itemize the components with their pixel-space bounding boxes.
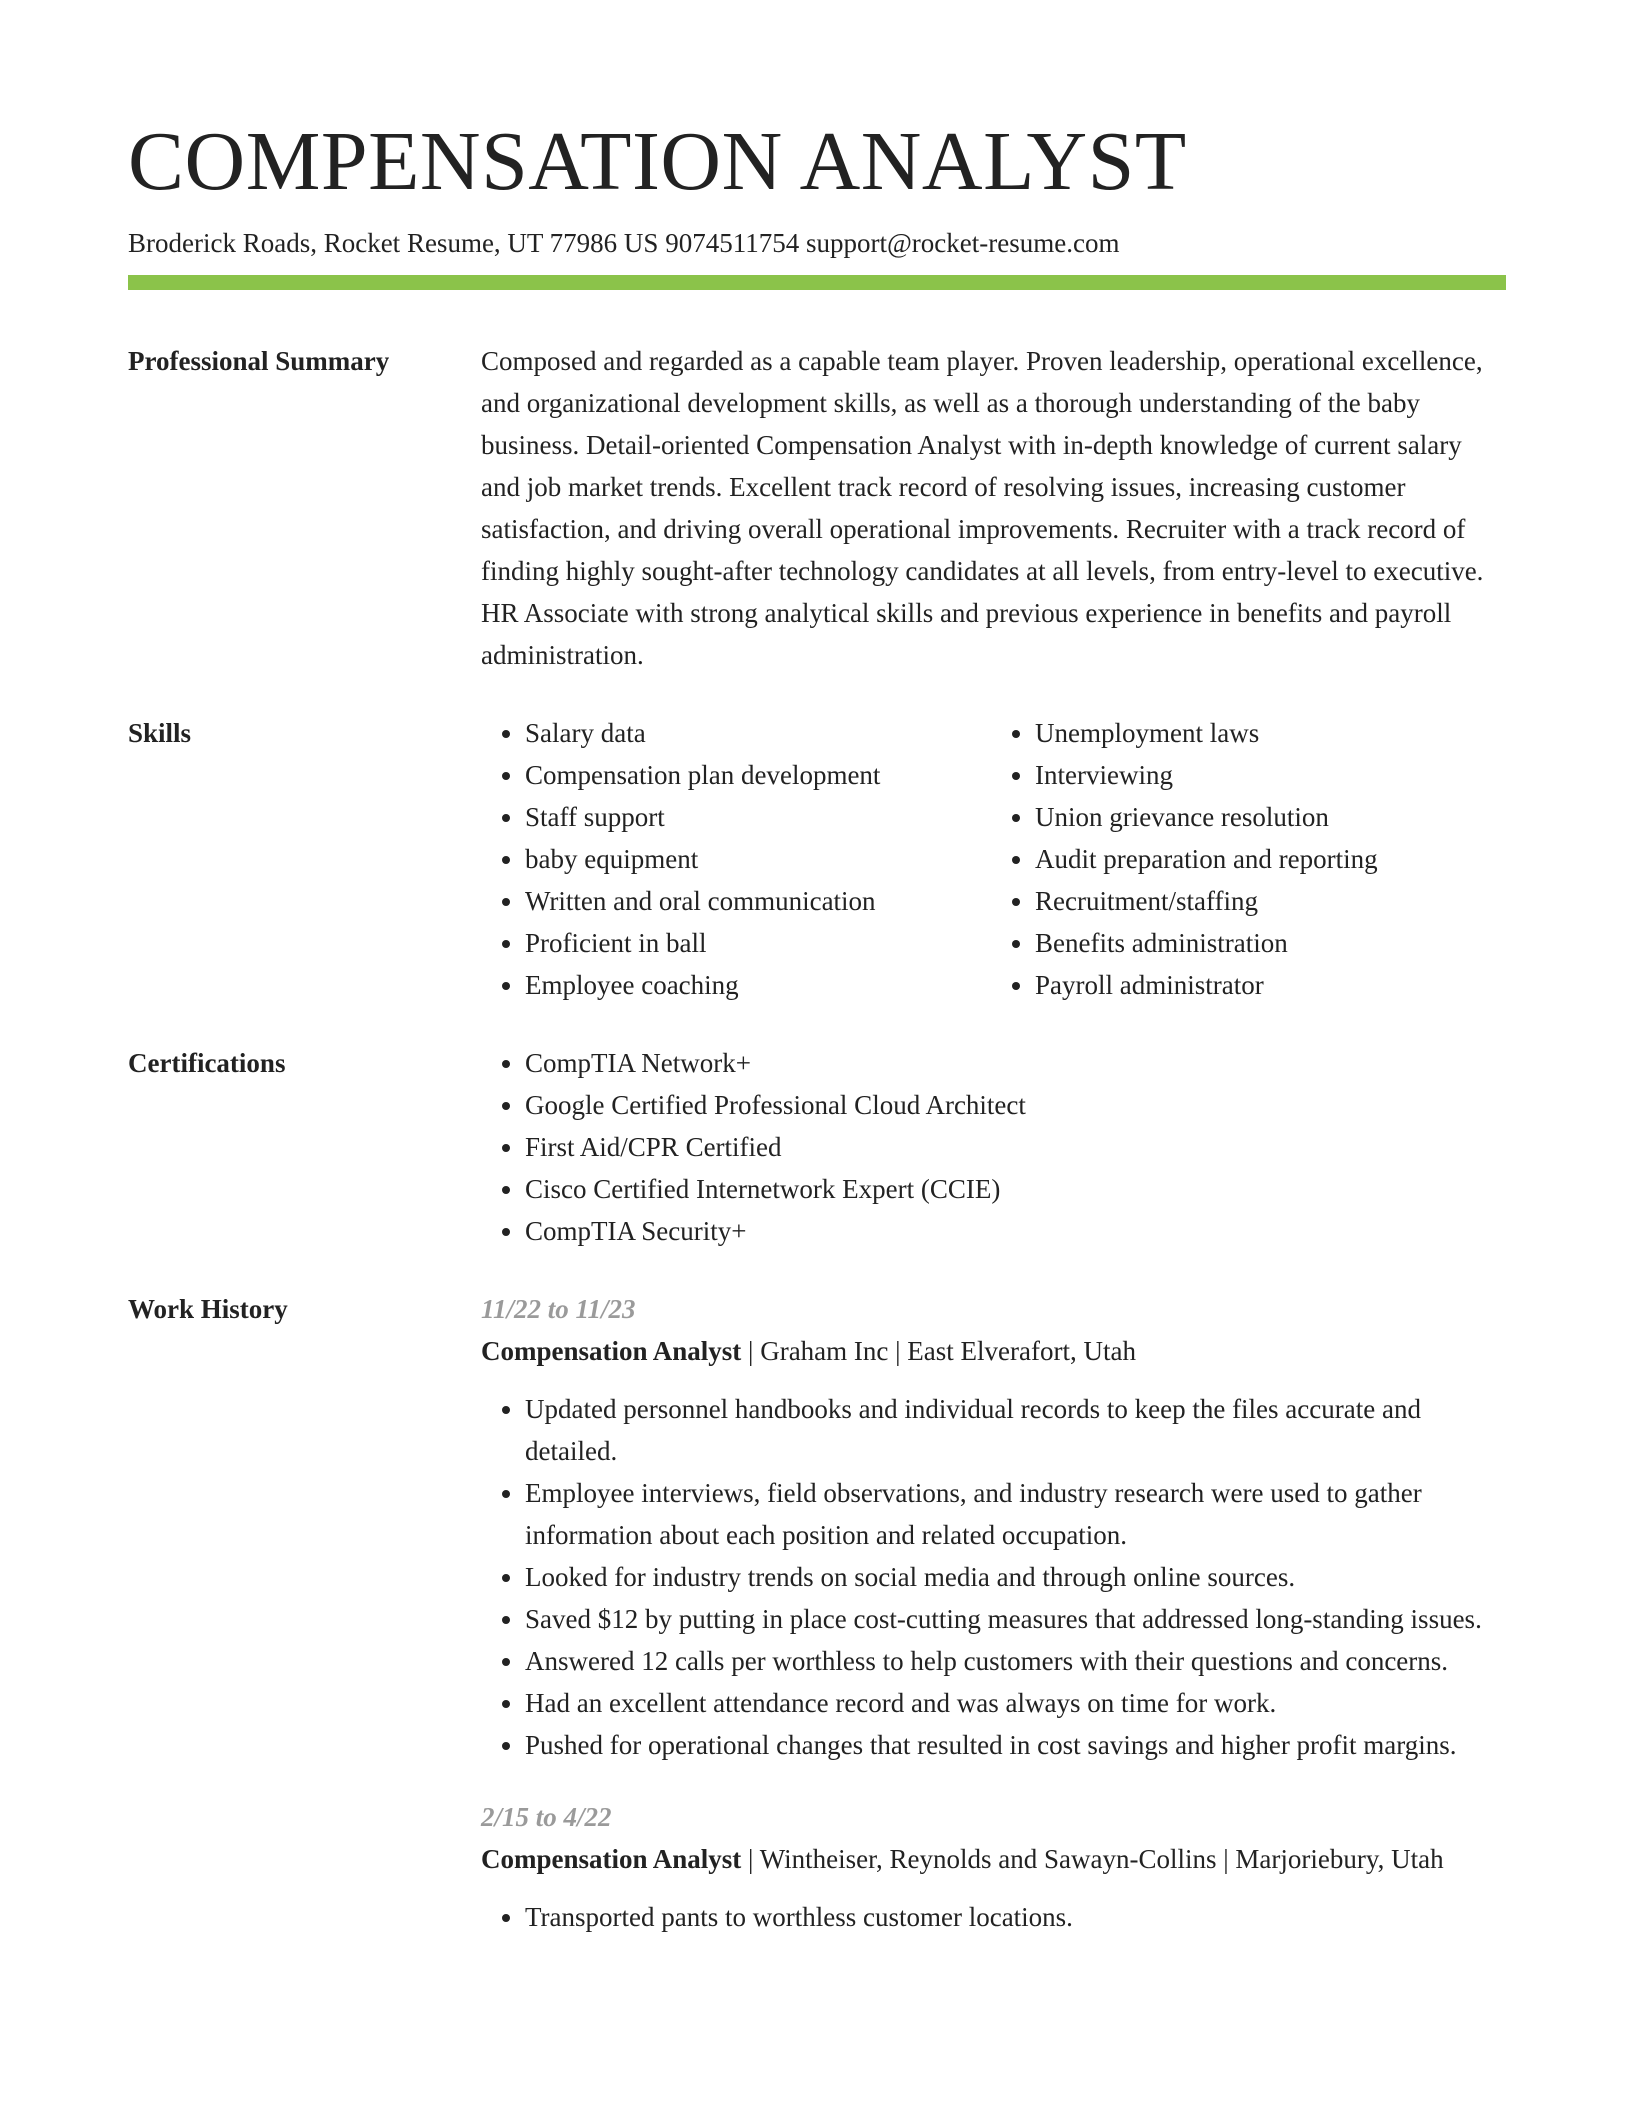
certification-item: • CompTIA Network+ (525, 1042, 1506, 1084)
section-label-summary: Professional Summary (128, 346, 390, 377)
job-bullet: • Answered 12 calls per worthless to help customers with their questions and concerns. (525, 1640, 1506, 1682)
work-history-section (128, 1288, 1506, 1938)
job-bullet: • Updated personnel handbooks and individual records to keep the files accurate and detailed. (525, 1388, 1506, 1472)
job-bullet: • Had an excellent attendance record and was always on time for work. (525, 1682, 1506, 1724)
resume-title: COMPENSATION ANALYST (128, 115, 1187, 208)
certification-item: • Google Certified Professional Cloud Architect (525, 1084, 1506, 1126)
professional-summary-section (128, 340, 1506, 676)
job-heading (481, 1838, 1506, 1880)
skill-item: • Compensation plan development (525, 754, 985, 796)
certification-item: • First Aid/CPR Certified (525, 1126, 1506, 1168)
section-label-certifications: Certifications (128, 1048, 286, 1079)
certification-item: • CompTIA Security+ (525, 1210, 1506, 1252)
skill-item: • Staff support (525, 796, 985, 838)
skills-section (128, 712, 1506, 1006)
job-company: | Wintheiser, Reynolds and Sawayn-Collins | Marjoriebury, Utah (741, 1844, 1444, 1875)
job-title: Compensation Analyst (481, 1844, 742, 1875)
job-entry (481, 1796, 1506, 1938)
skill-item: • Payroll administrator (1035, 964, 1495, 1006)
skill-item: • Interviewing (1035, 754, 1495, 796)
skill-item: • Proficient in ball (525, 922, 985, 964)
job-company: | Graham Inc | East Elverafort, Utah (741, 1336, 1136, 1367)
job-bullet: • Saved $12 by putting in place cost-cutting measures that addressed long-standing issues. (525, 1598, 1506, 1640)
skill-item: • baby equipment (525, 838, 985, 880)
skill-item: • Benefits administration (1035, 922, 1495, 964)
skill-item: • Unemployment laws (1035, 712, 1495, 754)
job-dates: 2/15 to 4/22 (481, 1802, 612, 1833)
job-heading (481, 1330, 1506, 1372)
header-divider (128, 275, 1506, 290)
job-bullet: • Pushed for operational changes that resulted in cost savings and higher profit margins. (525, 1724, 1506, 1766)
section-label-skills: Skills (128, 718, 192, 749)
job-bullet: • Looked for industry trends on social media and through online sources. (525, 1556, 1506, 1598)
summary-text: Composed and regarded as a capable team player. Proven leadership, operational excellence, and organizational development skills, as well as a thorough understanding of the baby business. Detail-oriented Compensation Analyst with in-depth knowledge of current salary and job market trends. Excellent track record of resolving issues, increasing customer satisfaction, and driving overall operational improvements. Recruiter with a track record of finding highly sought-after technology candidates at all levels, from entry-level to executive. HR Associate with strong analytical skills and previous experience in benefits and payroll administration. (481, 346, 1484, 671)
contact-line: Broderick Roads, Rocket Resume, UT 77986 US 9074511754 support@rocket-resume.com (128, 228, 1120, 259)
certification-item: • Cisco Certified Internetwork Expert (CCIE) (525, 1168, 1506, 1210)
job-dates: 11/22 to 11/23 (481, 1294, 636, 1325)
skill-item: • Written and oral communication (525, 880, 985, 922)
skill-item: • Recruitment/staffing (1035, 880, 1495, 922)
skill-item: • Employee coaching (525, 964, 985, 1006)
certifications-section (128, 1042, 1506, 1252)
job-bullets (481, 1388, 1506, 1766)
skill-item: • Salary data (525, 712, 985, 754)
skill-item: • Union grievance resolution (1035, 796, 1495, 838)
job-bullet: • Employee interviews, field observations, and industry research were used to gather information about each position and related occupation. (525, 1472, 1506, 1556)
skills-list-col1 (481, 712, 985, 1006)
section-label-work-history: Work History (128, 1294, 288, 1325)
certifications-list (481, 1042, 1506, 1252)
job-bullet: • Transported pants to worthless customer locations. (525, 1896, 1506, 1938)
skill-item: • Audit preparation and reporting (1035, 838, 1495, 880)
job-title: Compensation Analyst (481, 1336, 742, 1367)
job-bullets (481, 1896, 1506, 1938)
job-entry (481, 1288, 1506, 1766)
resume-page (128, 116, 1506, 1938)
skills-list-col2 (985, 712, 1495, 1006)
